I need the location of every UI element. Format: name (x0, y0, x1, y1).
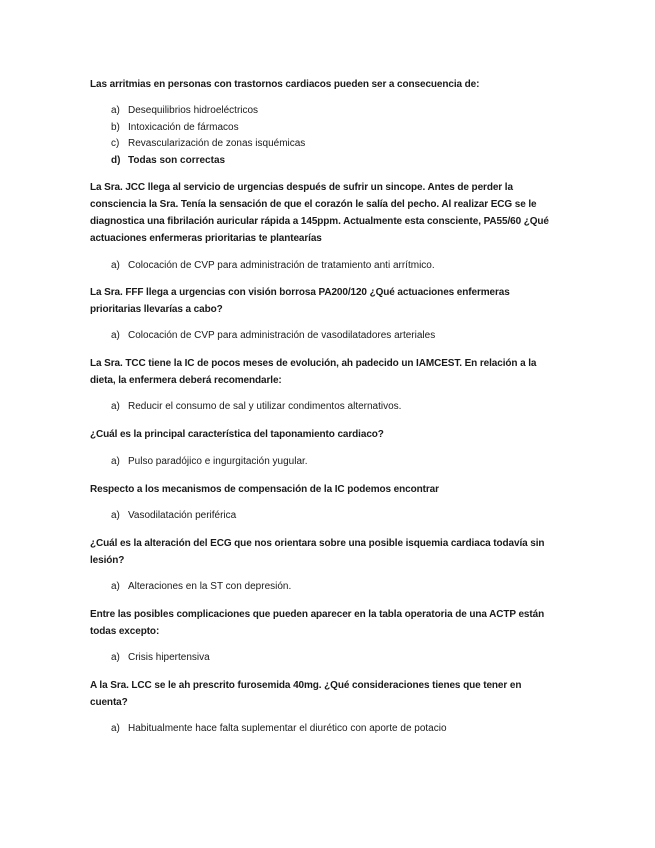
question-1: Las arritmias en personas con trastornos cardiacos pueden ser a consecuencia de: (90, 79, 480, 90)
option-letter: a) (111, 330, 120, 341)
option-text: Reducir el consumo de sal y utilizar condimentos alternativos. (128, 401, 402, 412)
question-6: Respecto a los mecanismos de compensación de la IC podemos encontrar (90, 484, 439, 495)
option-text: Crisis hipertensiva (128, 652, 210, 663)
question-5-option-a (111, 454, 551, 469)
option-letter: a) (111, 510, 120, 521)
question-3: La Sra. FFF llega a urgencias con visión borrosa PA200/120 ¿Qué actuaciones enfermeras prioritarias llevarías a cabo? (90, 287, 510, 315)
option-letter: a) (111, 260, 120, 271)
option-text: Intoxicación de fármacos (128, 122, 239, 133)
option-text: Todas son correctas (128, 155, 226, 166)
question-1-option-b (111, 120, 551, 135)
option-text: Habitualmente hace falta suplementar el diurético con aporte de potacio (128, 723, 447, 734)
option-letter: a) (111, 723, 120, 734)
question-1-option-c (111, 136, 551, 151)
question-8-option-a (111, 650, 551, 665)
option-letter: a) (111, 652, 120, 663)
question-4: La Sra. TCC tiene la IC de pocos meses de evolución, ah padecido un IAMCEST. En relación a la dieta, la enfermera deberá recomendarle: (90, 358, 537, 386)
question-8: Entre las posibles complicaciones que pueden aparecer en la tabla operatoria de una ACTP están todas excepto: (90, 609, 545, 637)
question-2-option-a (111, 258, 551, 273)
option-letter: a) (111, 456, 120, 467)
question-9-option-a (111, 721, 551, 736)
option-letter: d) (111, 155, 121, 166)
question-3-option-a (111, 328, 551, 343)
question-5: ¿Cuál es la principal característica del taponamiento cardiaco? (90, 429, 384, 440)
option-text: Revascularización de zonas isquémicas (128, 138, 306, 149)
option-letter: a) (111, 105, 120, 116)
option-letter: c) (111, 138, 120, 149)
question-9: A la Sra. LCC se le ah prescrito furosemida 40mg. ¿Qué consideraciones tienes que tener en cuenta? (90, 680, 522, 708)
question-7: ¿Cuál es la alteración del ECG que nos orientara sobre una posible isquemia cardiaca todavía sin lesión? (90, 538, 545, 566)
option-text: Desequilibrios hidroeléctricos (128, 105, 259, 116)
option-letter: b) (111, 122, 120, 133)
option-text: Alteraciones en la ST con depresión. (128, 581, 292, 592)
question-4-option-a (111, 399, 551, 414)
option-text: Pulso paradójico e ingurgitación yugular. (128, 456, 308, 467)
option-text: Vasodilatación periférica (128, 510, 237, 521)
option-letter: a) (111, 581, 120, 592)
question-1-option-a (111, 103, 551, 118)
question-2: La Sra. JCC llega al servicio de urgencias después de sufrir un sincope. Antes de perder la consciencia la Sra. Tenía la sensación de que el corazón le salía del pecho. Al realizar ECG se le diagnostica una fibrilación auricular rápida a 145ppm. Actualmente esta consciente, PA55/60 ¿Qué actuaciones enfermeras prioritarias te plantearías (90, 182, 549, 244)
option-letter: a) (111, 401, 120, 412)
question-7-option-a (111, 579, 551, 594)
option-text: Colocación de CVP para administración de tratamiento anti arrítmico. (128, 260, 435, 271)
question-1-option-d (111, 153, 551, 168)
option-text: Colocación de CVP para administración de vasodilatadores arteriales (128, 330, 436, 341)
question-6-option-a (111, 508, 551, 523)
